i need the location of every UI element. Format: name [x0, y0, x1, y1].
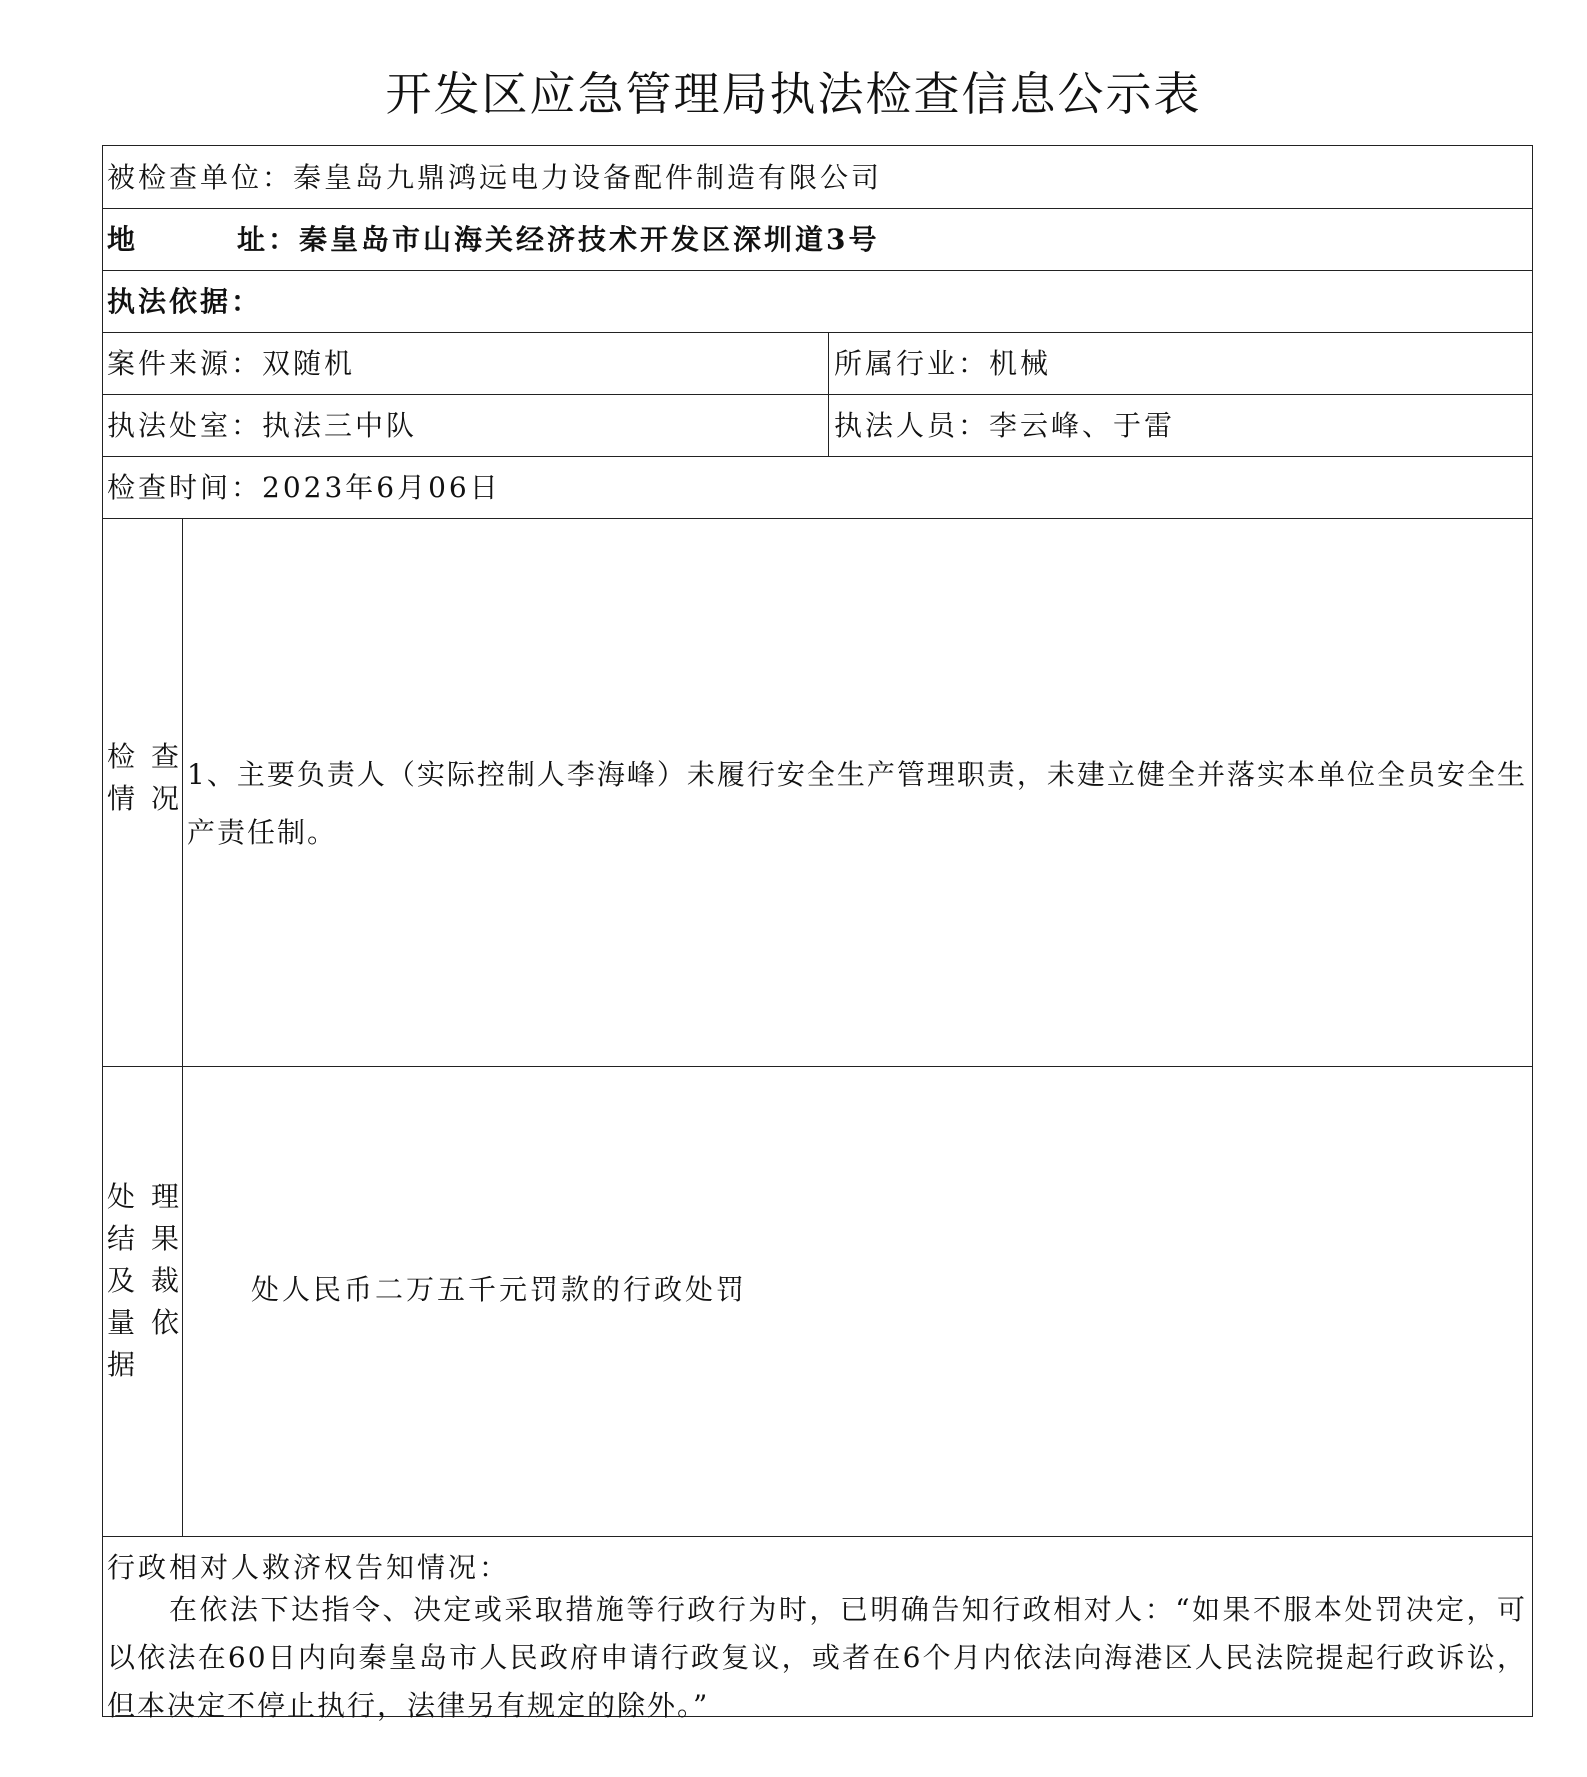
case-source-value: 双随机 [262, 347, 356, 380]
handling-result-text: 处人民币二万五千元罚款的行政处罚 [251, 1273, 748, 1306]
enforcement-staff-value: 李云峰、于雷 [989, 409, 1176, 442]
address-label-end: 址： [237, 223, 300, 256]
inspection-time-label: 检查时间： [107, 471, 263, 504]
row-divider [103, 1536, 1532, 1537]
remedy-notice-text: 在依法下达指令、决定或采取措施等行政行为时，已明确告知行政相对人：“如果不服本处罚决定，可以依法在60日内向秦皇岛市人民政府申请行政复议，或者在6个月内依法向海港区人民法院提起行政诉讼，但本决定不停止执行，法律另有规定的除外。” [107, 1593, 1527, 1722]
industry-label: 所属行业： [834, 347, 990, 380]
row-divider [103, 332, 1532, 333]
row-divider [103, 208, 1532, 209]
column-divider [182, 518, 183, 1536]
address-label-start: 地 [107, 223, 139, 256]
inspected-unit-value: 秦皇岛九鼎鸿远电力设备配件制造有限公司 [293, 161, 883, 194]
row-divider [103, 394, 1532, 395]
inspection-status-label: 检查情况 [107, 740, 179, 815]
industry-value: 机械 [989, 347, 1052, 380]
inspection-time-row [107, 470, 501, 506]
inspected-unit-row [107, 160, 882, 196]
row-divider [103, 456, 1532, 457]
enforcement-office-row [107, 408, 417, 444]
case-source-label: 案件来源： [107, 347, 263, 380]
info-table [102, 145, 1533, 1722]
inspected-unit-label: 被检查单位： [107, 161, 294, 194]
industry-row [834, 346, 1051, 382]
enforcement-office-label: 执法处室： [107, 409, 263, 442]
page-title: 开发区应急管理局执法检查信息公示表 [385, 67, 1202, 121]
address-value: 秦皇岛市山海关经济技术开发区深圳道3号 [299, 223, 880, 256]
enforcement-staff-label: 执法人员： [834, 409, 990, 442]
address-row [107, 222, 880, 258]
row-divider [103, 270, 1532, 271]
row-divider [103, 1066, 1532, 1067]
row-divider [103, 518, 1532, 519]
enforcement-basis-label: 执法依据： [107, 285, 263, 318]
enforcement-office-value: 执法三中队 [262, 409, 418, 442]
enforcement-staff-row [834, 408, 1175, 444]
inspection-status-text: 1、主要负责人（实际控制人李海峰）未履行安全生产管理职责，未建立健全并落实本单位全员安全生产责任制。 [187, 758, 1527, 849]
handling-result-label: 处理结果及裁量依据 [107, 1180, 179, 1381]
remedy-notice-label: 行政相对人救济权告知情况： [107, 1551, 511, 1584]
column-divider [828, 332, 829, 456]
inspection-time-value: 2023年6月06日 [262, 471, 501, 504]
case-source-row [107, 346, 355, 382]
